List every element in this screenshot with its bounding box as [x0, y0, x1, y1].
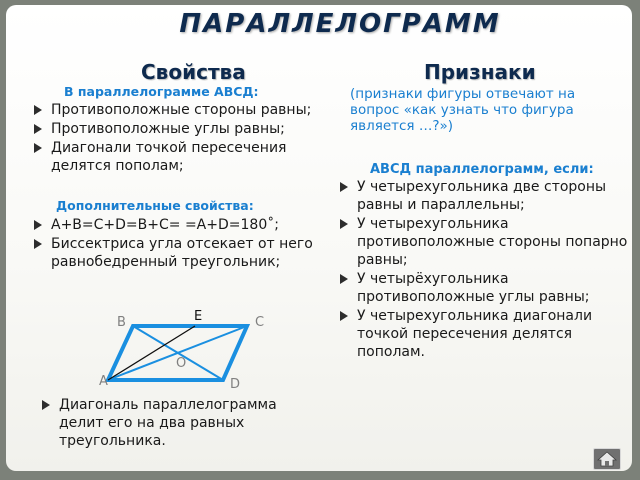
diagonal-property-list [38, 396, 320, 451]
page-title: ПАРАЛЛЕЛОГРАММ [179, 9, 501, 39]
point-label-e: E [194, 309, 203, 324]
vertex-label-a: A [99, 374, 108, 389]
list-item: У четырехугольника противоположные стороны попарно равны; [336, 215, 628, 269]
list-item: Диагональ параллелограмма делит его на два равных треугольника. [38, 396, 320, 450]
home-icon [594, 449, 620, 469]
list-item: A+B=C+D=B+C= =A+D=180˚; [30, 216, 315, 234]
criteria-heading: Признаки [424, 60, 536, 84]
list-item: Биссектриса угла отсекает от него равнобедренный треугольник; [30, 235, 315, 271]
point-label-o: O [176, 356, 187, 371]
home-button[interactable] [593, 448, 621, 470]
list-item: У четырехугольника две стороны равны и параллельны; [336, 178, 628, 214]
vertex-label-d: D [230, 377, 241, 392]
list-item: Диагонали точкой пересечения делятся пополам; [30, 139, 330, 175]
list-item: Противоположные стороны равны; [30, 101, 330, 119]
criteria-subheading: АВСД параллелограмм, если: [370, 162, 594, 177]
list-item: Противоположные углы равны; [30, 120, 330, 138]
extra-properties-heading: Дополнительные свойства: [56, 198, 254, 213]
vertex-label-b: B [117, 315, 126, 330]
properties-heading: Свойства [141, 60, 246, 84]
vertex-label-c: C [255, 315, 265, 330]
list-item: У четырёхугольника противоположные углы равны; [336, 270, 628, 306]
criteria-note: (признаки фигуры отвечают на вопрос «как узнать что фигура является …?») [350, 86, 576, 134]
criteria-list [336, 178, 628, 362]
list-item: У четырехугольника диагонали точкой пересечения делятся пополам. [336, 307, 628, 361]
properties-subheading: В параллелограмме АВСД: [64, 84, 259, 99]
